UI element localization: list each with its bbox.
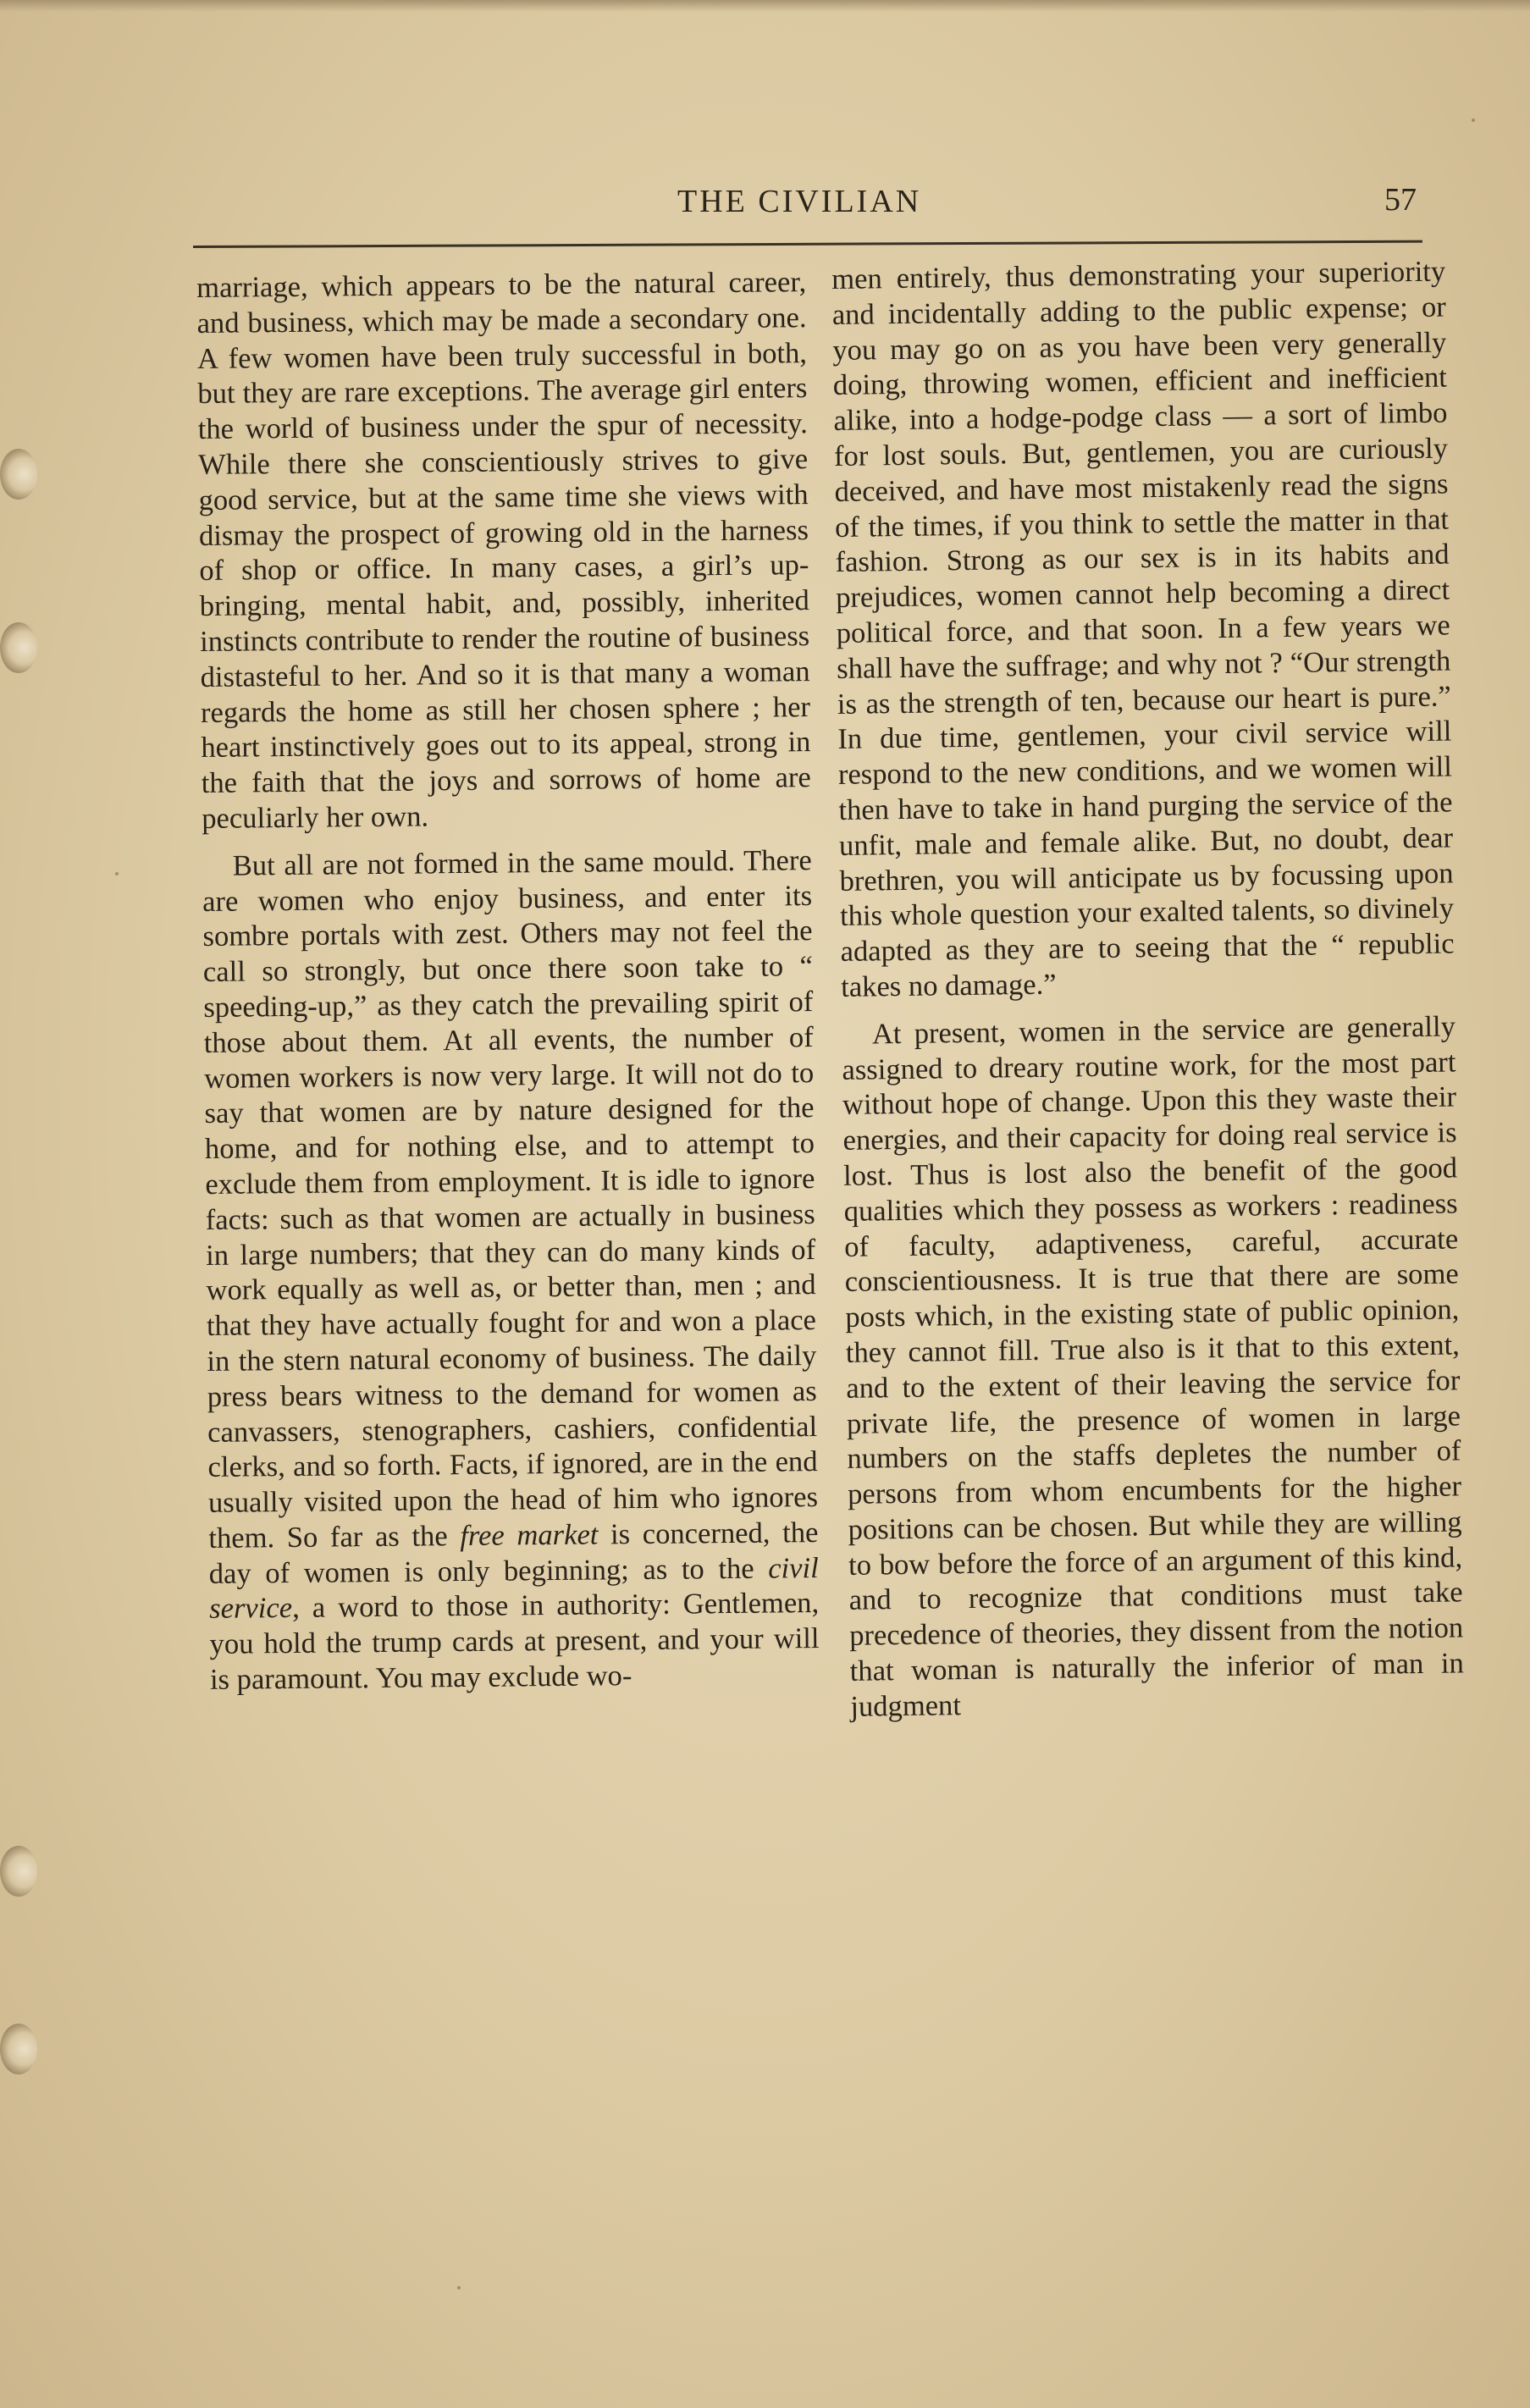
- text-run: is concerned, the day of women is only beginning; as to the: [208, 1516, 819, 1590]
- binding-hole: [0, 622, 37, 673]
- binding-hole: [0, 449, 37, 500]
- paragraph: men entirely, thus demonstrating your superiority and incidentally adding to the public expense; or you may go on as you have been very generally doing, throwing women, efficient and inefficient alike, into a hodge-podge class — a sort of limbo for lost souls. But, gentlemen, you are curiously deceived, and have most mistakenly read the signs of the times, if you think to settle the matter in that fashion. Strong as our sex is in its habits and prejudices, women cannot help becoming a direct political force, and that soon. In a few years we shall have the suffrage; and why not ? “Our strength is as the strength of ten, because our heart is pure.” In due time, gentlemen, your civil service will respond to the new conditions, and we women will then have to take in hand purging the service of the unfit, male and female alike. But, no doubt, dear brethren, you will anticipate us by focussing upon this whole question your exalted talents, so divinely adapted as they are to seeing that the “ republic takes no damage.”: [831, 255, 1455, 1003]
- paragraph: [202, 843, 820, 1698]
- paragraph: At present, women in the service are generally assigned to dreary routine work, for the most part without hope of change. Upon this they waste their energies, and their capacity for doing real service is lost. Thus is lost also the benefit of the good qualities which they possess as workers : readiness of faculty, adaptiveness, careful, accurate conscientiousness. It is true that there are some posts which, in the existing state of public opinion, they cannot fill. True also is it that to this extent, and to the extent of their leaving the service for private life, the presence of women in large numbers on the staffs depletes the number of persons from whom encumbents for the higher positions can be chosen. But while they are willing to bow before the force of an argument of this kind, and to recognize that conditions must take precedence of theories, they dissent from the notion that woman is naturally the inferior of man in judgment: [842, 1010, 1464, 1723]
- paper-speck: [457, 2286, 461, 2289]
- header-rule: [193, 240, 1422, 248]
- running-title: THE CIVILIAN: [677, 184, 922, 219]
- text-run: , a word to those in authority: Gentlemen, you hold the trump cards at present, and your will is paramount. You may exclude wo-: [209, 1587, 820, 1697]
- paragraph: marriage, which appears to be the natural career, and business, which may be made a secondary one. A few women have been truly successful in both, but they are rare exceptions. The average girl enters the world of business under the spur of necessity. While there she conscientiously strives to give good service, but at the same time she views with dismay the prospect of growing old in the harness of shop or office. In many cases, a girl’s up-bringing, mental habit, and, possibly, inherited instincts contribute to render the routine of business distasteful to her. And so it is that many a woman regards the home as still her chosen sphere ; her heart instinctively goes out to its appeal, strong in the faith that the joys and sorrows of home are peculiarly her own.: [196, 266, 811, 835]
- page-number: 57: [1384, 182, 1417, 218]
- binding-hole: [0, 2024, 37, 2074]
- italic-text: civil service: [208, 1551, 819, 1626]
- paper-speck: [1472, 119, 1475, 122]
- paper-speck: [115, 872, 119, 875]
- text-run: But all are not formed in the same mould. There are women who enjoy business, and enter its sombre portals with zest. Others may not feel the call so strongly, but once there soon take to “ speeding-up,” as they catch the prevailing spirit of those about them. At all events, the number of women workers is now very large. It will not do to say that women are by nature designed for the home, and for nothing else, and to attempt to exclude them from employment. It is idle to ignore facts: such as that women are actually in business in large numbers; that they can do many kinds of work equally as well as, or better than, men ; and that they have actually fought for and won a place in the stern natural economy of business. The daily press bears witness to the demand for women as canvassers, stenographers, cashiers, confidential clerks, and so forth. Facts, if ignored, are in the end usually visited upon the head of him who ignores them. So far as the: [202, 843, 819, 1555]
- binding-hole: [0, 1846, 37, 1897]
- left-column: [196, 265, 820, 1698]
- page-top-edge: [0, 0, 1530, 12]
- running-header: [195, 179, 1422, 230]
- right-column: [831, 255, 1465, 1726]
- italic-text: free market: [460, 1518, 599, 1552]
